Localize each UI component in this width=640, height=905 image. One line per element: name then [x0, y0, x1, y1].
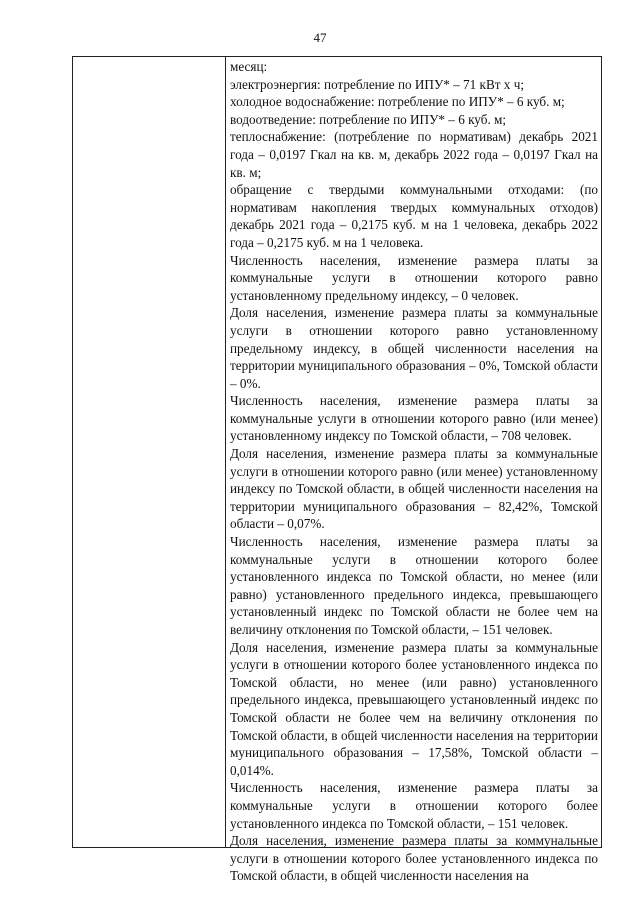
paragraph-share-le-regional-index: Доля населения, изменение размера платы за коммунальные услуги в отношении которого равно (или менее) установленному индексу по Томской области, в общей численности населения на территории муниципального образования – 82,42%, Томской области – 0,07%. [230, 446, 598, 532]
table-left-cell [73, 57, 225, 847]
paragraph-population-above-regional-index: Численность населения, изменение размера платы за коммунальные услуги в отношении которого более установленного индекса по Томской области, – 151 человек. [230, 780, 598, 831]
paragraph-month: месяц: [230, 59, 268, 74]
paragraph-sewage: водоотведение: потребление по ИПУ* – 6 куб. м; [230, 111, 507, 127]
paragraph-share-equal-limit: Доля населения, изменение размера платы за коммунальные услуги в отношении которого равно установленному предельному индексу, в общей численности населения на территории муниципального образования – 0%, Томской области – 0%. [230, 305, 598, 391]
column-divider [225, 57, 226, 847]
paragraph-share-above-regional-index: Доля населения, изменение размера платы за коммунальные услуги в отношении которого более установленного индекса по Томской области, в общей численности населения на [230, 833, 598, 884]
table-right-cell [230, 58, 598, 884]
paragraph-population-between-indices: Численность населения, изменение размера платы за коммунальные услуги в отношении которого более установленного индекса по Томской области, но менее (или равно) установленного предельного индекса, превышающего установленный индекс по Томской области не более чем на величину отклонения по Томской области, – 151 человек. [230, 534, 598, 637]
page-number: 47 [313, 30, 327, 45]
paragraph-heating: теплоснабжение: (потребление по нормативам) декабрь 2021 года – 0,0197 Гкал на кв. м, декабрь 2022 года – 0,0197 Гкал на кв. м; [230, 129, 598, 180]
paragraph-population-le-regional-index: Численность населения, изменение размера платы за коммунальные услуги в отношении которого равно (или менее) установленному индексу по Томской области, – 708 человек. [230, 393, 598, 444]
document-table [72, 56, 602, 884]
paragraph-population-equal-limit: Численность населения, изменение размера платы за коммунальные услуги в отношении которого равно установленному предельному индексу, – 0 человек. [230, 252, 598, 303]
paragraph-share-between-indices: Доля населения, изменение размера платы за коммунальные услуги в отношении которого более установленного индекса по Томской области, но менее (или равно) установленного предельного индекса, превышающего установленный индекс по Томской области не более чем на величину отклонения по Томской области, в общей численности населения на территории муниципального образования – 17,58%, Томской области – 0,014%. [230, 639, 598, 778]
paragraph-solid-waste: обращение с твердыми коммунальными отходами: (по нормативам накопления твердых коммунальных отходов) декабрь 2021 года – 0,2175 куб. м на 1 человека, декабрь 2022 года – 0,2175 куб. м на 1 человека. [230, 182, 598, 250]
paragraph-cold-water: холодное водоснабжение: потребление по ИПУ* – 6 куб. м; [230, 94, 565, 110]
paragraph-electricity: электроэнергия: потребление по ИПУ* – 71 кВт х ч; [230, 76, 524, 92]
